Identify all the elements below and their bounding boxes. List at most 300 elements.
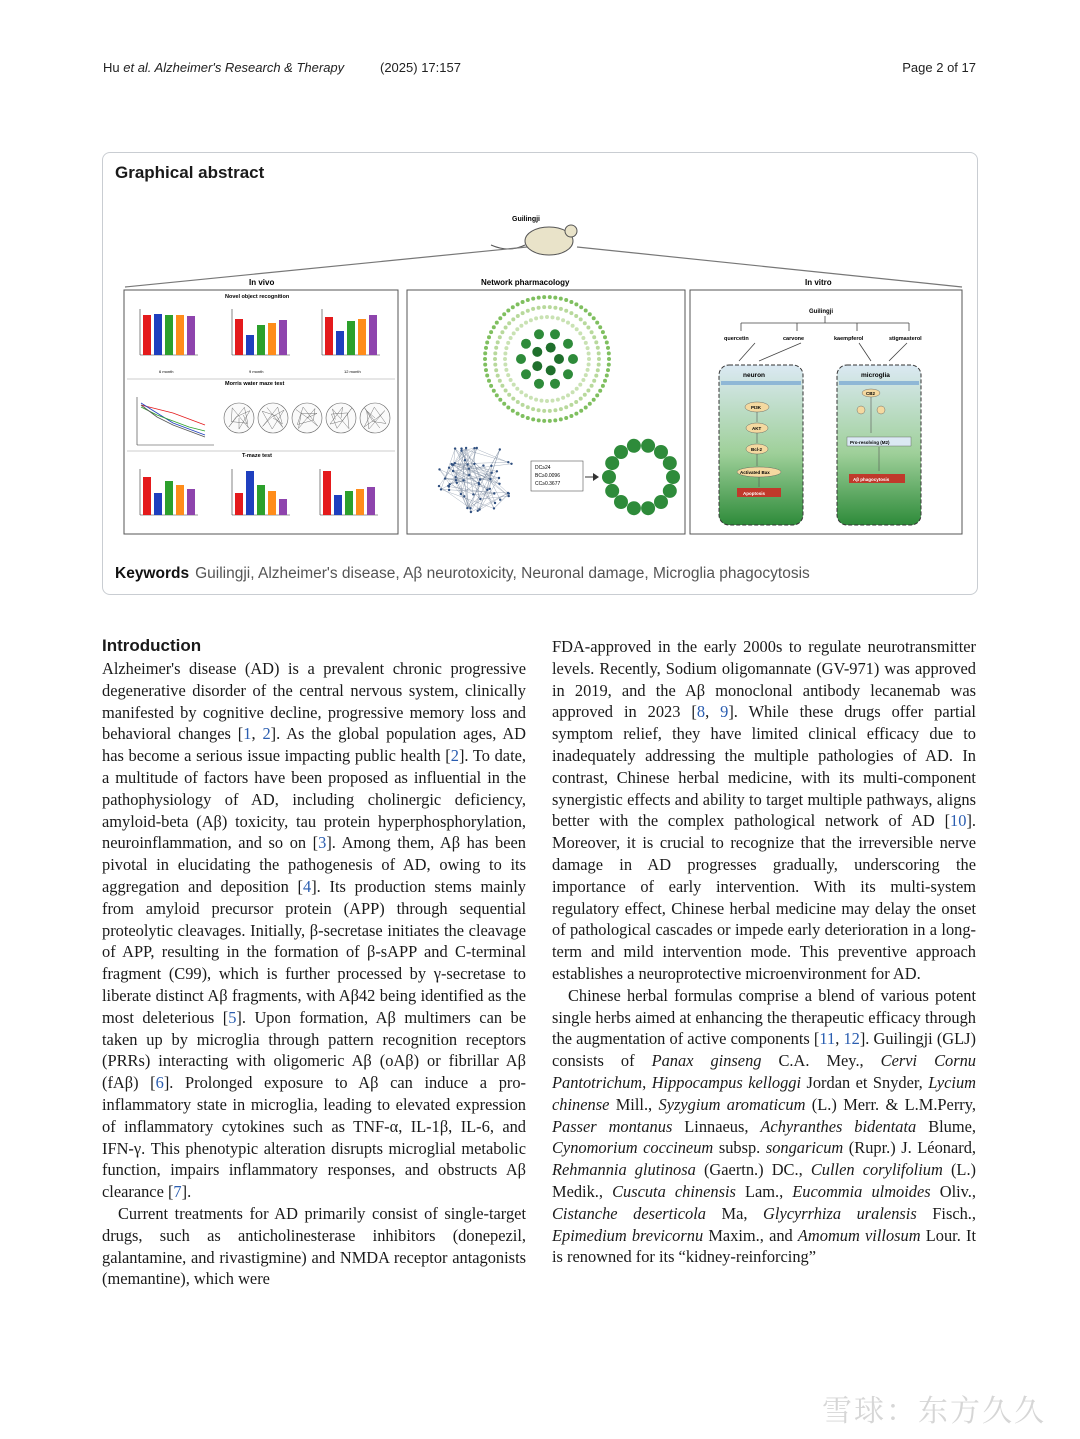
network-node — [607, 363, 611, 367]
network-hub-node — [550, 379, 560, 389]
network-node — [534, 316, 538, 320]
neuron-step-apoptosis: Apoptosis — [743, 491, 765, 496]
network-node — [521, 300, 525, 304]
network-node — [542, 305, 546, 309]
intro-paragraph-1: Alzheimer's disease (AD) is a prevalent chronic progressive degenerative disorder of the central nervous system, clinically manifested by cognitive decline, progressive memory loss and behavioral changes [1, 2]. As the global population ages, AD has become a serious issue impacting public health [2]. To date, a multitude of factors have been proposed as influential in the pathophysiology of AD, including cholinergic deficiency, amyloid-beta (Aβ) toxicity, tau protein hyperphosphorylation, neuroinflammation, and so on [3]. Among them, Aβ has been pivotal in elucidating the pathogenesis of AD, owing to its aggregation and deposition [4]. Its production stems mainly from amyloid precursor protein (APP) through sequential proteolytic cleavages. Initially, β-secretase initiates the cleavage of APP, resulting in the formation of β-sAPP and C-terminal fragment (C99), which is further processed by γ-secretase to liberate distinct Aβ fragments, with Aβ42 being identified as the most deleterious [5]. Upon formation, Aβ multimers can be taken up by microglia through pattern recognition receptors (PRRs) interacting with oligomeric Aβ (oAβ) or fibrillar Aβ (fAβ) [6]. Prolonged exposure to Aβ can induce a pro-inflammatory state in microglia, leading to elevated expression of inflammatory cytokines such as TNF-α, IL-1β, IL-6, and IFN-γ. This phenotypic alteration disrupts microglial metabolic function, impairs inflammatory responses, and obstructs Aβ clearance [7]. — [102, 659, 527, 1202]
network-node — [496, 374, 500, 378]
network-node — [540, 315, 544, 319]
network-node — [511, 409, 515, 413]
mouse-illustration — [491, 225, 577, 255]
network-node — [516, 302, 520, 306]
mwm-track-circles — [224, 403, 390, 433]
network-node — [566, 393, 570, 397]
network-node — [512, 383, 516, 387]
network-node — [509, 336, 513, 340]
nor-6m-chart-bar — [187, 316, 195, 355]
keywords-line — [115, 565, 810, 583]
age-label-6: 6 month — [159, 369, 174, 374]
network-hairball-node — [490, 465, 492, 467]
network-node — [594, 374, 598, 378]
nor-9m-chart-bar — [246, 335, 254, 355]
network-hairball-node — [454, 447, 456, 449]
network-node — [574, 400, 578, 404]
network-hub-node — [546, 343, 556, 353]
network-node — [531, 297, 535, 301]
network-node — [545, 399, 549, 403]
network-stat-cc: CC≥0.3677 — [535, 481, 561, 487]
network-node — [529, 318, 533, 322]
network-node — [493, 351, 497, 355]
intro-paragraph-2: Current treatments for AD primarily consist of single-target drugs, such as anticholinesterase inhibitors (donepezil, galantamine, and rivastigmine) and NMDA receptor antagonists (memantine), which were — [102, 1203, 526, 1289]
graphical-abstract-title: Graphical abstract — [115, 163, 265, 182]
network-node — [524, 321, 528, 325]
nor-12m-chart-bar — [347, 321, 355, 355]
network-node — [586, 346, 590, 350]
graphical-abstract-figure — [119, 215, 965, 539]
network-hairball-node — [455, 479, 457, 481]
network-hairball-node — [493, 507, 495, 509]
network-hub-node — [534, 379, 544, 389]
network-node — [584, 406, 588, 410]
network-node — [578, 383, 582, 387]
network-node — [556, 398, 560, 402]
network-core-node — [641, 439, 655, 453]
network-node — [511, 305, 515, 309]
tmaze-chart-2-bar — [279, 499, 287, 515]
network-hub-node — [546, 365, 556, 375]
network-hairball-node — [486, 489, 488, 491]
tmaze-chart-3-bar — [356, 489, 364, 515]
network-core-node — [666, 470, 680, 484]
network-node — [579, 397, 583, 401]
network-hairball-node — [456, 482, 458, 484]
network-hairball-node — [438, 485, 440, 487]
network-node — [581, 378, 585, 382]
network-node — [516, 314, 520, 318]
network-node — [605, 341, 609, 345]
network-hairball-node — [478, 482, 480, 484]
network-node — [548, 295, 552, 299]
network-node — [506, 309, 510, 313]
tmaze-chart-2-bar — [257, 485, 265, 515]
network-node — [507, 393, 511, 397]
network-hub-node — [521, 339, 531, 349]
network-hairball-node — [444, 477, 446, 479]
network-node — [596, 346, 600, 350]
section-heading-introduction: Introduction — [102, 636, 202, 655]
network-hairball-node — [466, 507, 468, 509]
header-journal: et al. Alzheimer's Research & Therapy — [123, 60, 345, 75]
network-node — [516, 412, 520, 416]
network-hairball-node — [489, 488, 491, 490]
nor-12m-chart-bar — [325, 317, 333, 355]
network-node — [579, 305, 583, 309]
network-node — [561, 396, 565, 400]
nor-6m-chart-bar — [143, 315, 151, 355]
citation-link[interactable]: 2 — [450, 746, 459, 766]
network-node — [484, 368, 488, 372]
network-node — [586, 326, 590, 330]
network-node — [504, 368, 508, 372]
network-hairball-node — [468, 468, 470, 470]
network-node — [553, 408, 557, 412]
network-node — [512, 331, 516, 335]
network-hub-node — [516, 354, 526, 364]
citation-link[interactable]: 3 — [318, 833, 327, 853]
running-header-left — [103, 60, 344, 75]
network-node — [498, 316, 502, 320]
network-node — [487, 379, 491, 383]
network-node — [492, 325, 496, 329]
network-node — [485, 374, 489, 378]
intro-paragraph-3: FDA-approved in the early 2000s to regulate neurotransmitter levels. Recently, Sodium oligomannate (GV-971) was approved in 2019, and the Aβ monoclonal antibody lecanemab was approved in 2023 [8, 9]. While these drugs offer partial symptom relief, they have limited clinical efficacy due to inadequately addressing the multiple pathologies of AD. In contrast, Chinese herbal medicine, with its multi-component synergistic effects and ability to target multiple pathways, aligns better with the complex pathological network of AD [10]. Moreover, it is crucial to recognize that the irreversible nerve damage in AD progresses gradually, underscoring the importance of early intervention. With its multi-system regulatory effect, Chinese herbal medicine may delay the onset of pathological cascades or impede early deterioration in a long-term and mild intervention mode. This preventive approach establishes a neuroprotective microenvironment for AD. — [552, 637, 976, 983]
network-node — [498, 398, 502, 402]
tmaze-chart-2-bar — [246, 471, 254, 515]
citation-link[interactable]: 8 — [696, 702, 706, 722]
network-node — [489, 330, 493, 334]
network-core-node — [627, 501, 641, 515]
tmaze-chart-1-bar — [165, 481, 173, 515]
citation-link[interactable]: 1 — [243, 724, 252, 744]
network-hairball-node — [499, 499, 501, 501]
network-node — [489, 384, 493, 388]
network-node — [553, 418, 557, 422]
network-hub-node — [563, 339, 573, 349]
network-hairball-node — [449, 483, 451, 485]
network-node — [598, 389, 602, 393]
network-hairball-node — [494, 502, 496, 504]
invivo-subtitle-nor: Novel object recognition — [225, 294, 290, 300]
network-node — [556, 316, 560, 320]
network-node — [607, 357, 611, 361]
compound-quercetin: quercetin — [724, 336, 749, 342]
neuron-step-bcl2: Bcl-2 — [751, 447, 763, 452]
microglia-step-m2: Pro-resolving (M2) — [850, 440, 890, 445]
network-node — [559, 417, 563, 421]
network-hairball-node — [478, 508, 480, 510]
network-node — [506, 373, 510, 377]
network-node — [564, 405, 568, 409]
network-node — [524, 393, 528, 397]
network-node — [493, 363, 497, 367]
network-hairball-node — [462, 479, 464, 481]
network-node — [483, 351, 487, 355]
nor-12m-chart-bar — [336, 331, 344, 355]
tmaze-chart-3-bar — [334, 495, 342, 515]
network-node — [595, 393, 599, 397]
network-node — [521, 414, 525, 418]
citation-link[interactable]: 4 — [303, 876, 312, 896]
header-volume: (2025) 17:157 — [380, 60, 461, 75]
network-node — [559, 297, 563, 301]
citation-link[interactable]: 6 — [155, 1073, 164, 1093]
network-hairball-node — [473, 447, 475, 449]
network-hairball-node — [507, 461, 509, 463]
network-hairball-node — [479, 498, 481, 500]
network-node — [487, 335, 491, 339]
nor-12m-chart-bar — [369, 315, 377, 355]
nor-9m-chart-bar — [268, 323, 276, 355]
network-node — [596, 368, 600, 372]
network-node — [493, 357, 497, 361]
network-node — [606, 346, 610, 350]
network-hairball-node — [454, 476, 456, 478]
network-node — [559, 407, 563, 411]
tmaze-chart-1-bar — [176, 485, 184, 515]
tmaze-chart-3-bar — [367, 487, 375, 515]
network-node — [495, 393, 499, 397]
network-node — [587, 357, 591, 361]
network-node — [587, 363, 591, 367]
compound-kaempferol: kaempferol — [834, 336, 864, 342]
nor-9m-chart-bar — [279, 320, 287, 355]
network-node — [590, 330, 594, 334]
panel-label-invivo: In vivo — [249, 278, 275, 287]
network-node — [578, 331, 582, 335]
network-node — [494, 368, 498, 372]
tmaze-chart-3-bar — [323, 471, 331, 515]
network-node — [583, 393, 587, 397]
network-node — [509, 378, 513, 382]
network-node — [503, 352, 507, 356]
network-hairball-node — [496, 470, 498, 472]
network-node — [526, 309, 530, 313]
network-node — [569, 311, 573, 315]
network-core-node — [641, 501, 655, 515]
left-column — [102, 636, 526, 1290]
figure-top-label: Guilingji — [512, 216, 540, 223]
network-node — [529, 396, 533, 400]
network-hairball-node — [508, 495, 510, 497]
neuron-step-pi3k: PI3K — [751, 405, 762, 410]
network-node — [531, 307, 535, 311]
network-node — [537, 418, 541, 422]
network-node — [588, 402, 592, 406]
network-hairball-node — [466, 463, 468, 465]
network-hub-node — [568, 354, 578, 364]
network-core-node — [654, 445, 668, 459]
network-hub-node — [521, 369, 531, 379]
network-node — [511, 397, 515, 401]
network-hairball-node — [498, 477, 500, 479]
network-node — [545, 315, 549, 319]
network-node — [551, 315, 555, 319]
network-hairball-node — [470, 511, 472, 513]
network-node — [504, 326, 508, 330]
keywords-text: Guilingji, Alzheimer's disease, Aβ neurotoxicity, Neuronal damage, Microglia phagocytosis — [195, 565, 810, 582]
network-node — [500, 330, 504, 334]
network-node — [504, 346, 508, 350]
citation-link[interactable]: 12 — [843, 1029, 860, 1049]
network-node — [519, 390, 523, 394]
graphical-abstract-box — [102, 152, 978, 595]
network-hairball-node — [476, 447, 478, 449]
neuron-step-bax: Activated Bax — [740, 470, 770, 475]
network-node — [516, 400, 520, 404]
network-hairball-node — [448, 485, 450, 487]
network-node — [574, 302, 578, 306]
network-node — [569, 403, 573, 407]
citation-link[interactable]: 10 — [950, 811, 967, 831]
network-node — [495, 321, 499, 325]
network-node — [511, 317, 515, 321]
network-node — [498, 379, 502, 383]
network-node — [587, 352, 591, 356]
network-node — [584, 341, 588, 345]
network-node — [594, 340, 598, 344]
network-node — [521, 311, 525, 315]
network-hairball-node — [454, 462, 456, 464]
network-hairball-node — [482, 464, 484, 466]
network-node — [598, 325, 602, 329]
network-panel — [407, 290, 685, 534]
network-node — [526, 405, 530, 409]
network-node — [519, 324, 523, 328]
network-node — [548, 419, 552, 423]
neuron-step-akt: AKT — [752, 426, 762, 431]
network-hairball-node — [460, 493, 462, 495]
network-hairball-node — [460, 447, 462, 449]
network-node — [542, 295, 546, 299]
network-node — [483, 357, 487, 361]
network-node — [592, 316, 596, 320]
network-node — [584, 309, 588, 313]
network-node — [503, 363, 507, 367]
microglia-title: microglia — [861, 372, 890, 379]
network-node — [542, 419, 546, 423]
network-node — [603, 335, 607, 339]
network-node — [566, 321, 570, 325]
network-node — [581, 336, 585, 340]
network-node — [590, 384, 594, 388]
network-node — [498, 335, 502, 339]
network-hub-node — [532, 347, 542, 357]
citation-link[interactable]: 2 — [262, 724, 271, 744]
network-node — [542, 409, 546, 413]
network-hairball-node — [440, 488, 442, 490]
network-node — [551, 399, 555, 403]
right-column — [552, 636, 976, 1268]
network-node — [574, 412, 578, 416]
network-hub-node — [534, 329, 544, 339]
invivo-subtitle-mwm: Morris water maze test — [225, 381, 285, 387]
panel-label-network: Network pharmacology — [481, 278, 570, 287]
header-authors: Hu — [103, 60, 124, 75]
network-node — [561, 318, 565, 322]
network-hairball-node — [498, 483, 500, 485]
network-node — [574, 314, 578, 318]
network-node — [485, 341, 489, 345]
network-core-node — [605, 456, 619, 470]
invitro-root: Guilingji — [809, 309, 833, 315]
nor-6m-chart-bar — [165, 315, 173, 355]
citation-link[interactable]: 7 — [173, 1182, 182, 1202]
network-node — [553, 306, 557, 310]
network-hub-node — [550, 329, 560, 339]
network-node — [515, 327, 519, 331]
network-node — [534, 398, 538, 402]
tmaze-chart-1-bar — [143, 477, 151, 515]
network-node — [575, 387, 579, 391]
network-node — [579, 317, 583, 321]
network-hairball-node — [479, 478, 481, 480]
network-node — [592, 379, 596, 383]
network-hairball-node — [465, 447, 467, 449]
citation-link[interactable]: 5 — [228, 1007, 237, 1027]
network-hairball-node — [472, 493, 474, 495]
nor-12m-chart-bar — [358, 319, 366, 355]
network-hairball-node — [510, 463, 512, 465]
citation-link[interactable]: 9 — [720, 702, 729, 722]
network-node — [483, 363, 487, 367]
network-node — [496, 340, 500, 344]
network-stat-bc: BC≥0.0096 — [535, 473, 560, 479]
network-node — [506, 406, 510, 410]
network-node — [601, 384, 605, 388]
network-node — [504, 389, 508, 393]
network-node — [521, 403, 525, 407]
network-hairball-node — [508, 492, 510, 494]
network-hairball-node — [468, 474, 470, 476]
network-hairball-node — [448, 467, 450, 469]
network-node — [500, 384, 504, 388]
network-node — [586, 389, 590, 393]
network-node — [537, 296, 541, 300]
network-core-node — [654, 495, 668, 509]
keywords-label: Keywords — [115, 565, 190, 582]
network-node — [531, 407, 535, 411]
network-hairball-node — [460, 450, 462, 452]
network-hairball-node — [452, 470, 454, 472]
network-hairball-node — [499, 448, 501, 450]
network-core-node — [614, 445, 628, 459]
tmaze-chart-1-bar — [154, 493, 162, 515]
network-core-node — [602, 470, 616, 484]
tmaze-chart-2-bar — [268, 491, 276, 515]
network-hairball-node — [438, 468, 440, 470]
network-node — [569, 300, 573, 304]
panel-label-invitro: In vitro — [805, 278, 832, 287]
network-node — [564, 309, 568, 313]
network-node — [526, 298, 530, 302]
network-node — [603, 379, 607, 383]
citation-link[interactable]: 11 — [819, 1029, 836, 1049]
network-node — [606, 368, 610, 372]
microglia-step-cb2: CB2 — [866, 391, 876, 396]
network-hairball-node — [489, 478, 491, 480]
network-node — [575, 327, 579, 331]
network-node — [506, 341, 510, 345]
compound-carvone: carvone — [783, 336, 805, 342]
network-node — [588, 312, 592, 316]
microglia-step-phago: Aβ phagocytosis — [853, 477, 890, 482]
network-node — [564, 416, 568, 420]
network-node — [607, 351, 611, 355]
neuron-title: neuron — [743, 372, 766, 379]
network-hairball-node — [469, 507, 471, 509]
network-node — [531, 417, 535, 421]
nor-9m-chart-bar — [257, 325, 265, 355]
intro-paragraph-4: Chinese herbal formulas comprise a blend of various potent single herbs aimed at enhancing the therapeutic efficacy through the augmentation of active components [11, 12]. Guilingji (GLJ) consists of Panax ginseng C.A. Mey., Cervi Cornu Pantotrichum, Hippocampus kelloggi Jordan et Snyder, Lycium chinense Mill., Syzygium aromaticum (L.) Merr. & L.M.Perry, Passer montanus Linnaeus, Achyranthes bidentata Blume, Cynomorium coccineum subsp. songaricum (Rupr.) J. Léonard, Rehmannia glutinosa (Gaertn.) DC., Cullen corylifolium (L.) Medik., Cuscuta chinensis Lam., Eucommia ulmoides Oliv., Cistanche deserticola Ma, Glycyrrhiza uralensis Fisch., Epimedium brevicornu Maxim., and Amomum villosum Lour. It is renowned for its “kidney-reinforcing” — [552, 985, 977, 1267]
compound-stigmasterol: stigmasterol — [889, 336, 922, 342]
network-hairball-node — [463, 495, 465, 497]
tmaze-chart-1-bar — [187, 489, 195, 515]
network-hub-node — [554, 354, 564, 364]
network-node — [515, 387, 519, 391]
network-node — [597, 351, 601, 355]
nor-9m-chart-bar — [235, 319, 243, 355]
nor-6m-chart-bar — [154, 314, 162, 355]
